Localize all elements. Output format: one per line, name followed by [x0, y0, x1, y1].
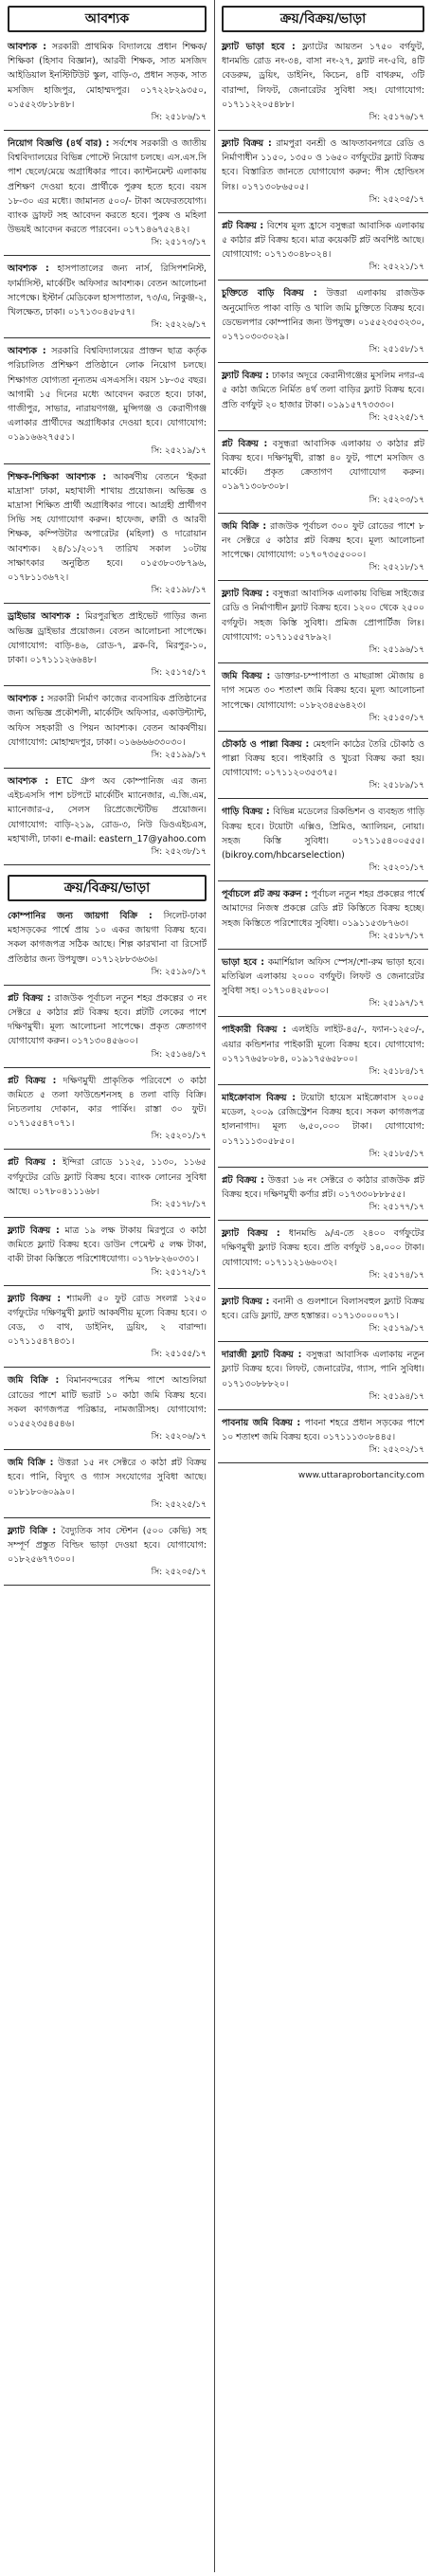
ad-reference: সি: ২৫২২৬/১৭ — [151, 320, 207, 331]
ad-body: রামপুরা বনশ্রী ও আফতাবনগরে রেডি ও নির্মাণাধীন ১১৫০, ১৩৫০ ও ১৬৫০ বর্গফুটের ফ্ল্যাট বিক্রয় হবে। বিস্তারিত জানতে যোগাযোগ করুন: পীস হোল্ডিংস লিঃ। ০১৭১৩০৮৬৫০৫। — [222, 138, 424, 192]
ad-heading: পূর্বাচলে প্লট ক্রয় করুন : — [222, 889, 309, 900]
ad-body: বিশেষ মূল্য হ্রাসে বসুন্ধরা আবাসিক এলাকায় ৫ কাঠার প্লট বিক্রয় হবে। মাত্র কয়েকটি প্লট অবশিষ্ট আছে। যোগাযোগ: ০১৭১৩০৪৮০২৪। — [222, 220, 425, 261]
classified-ad — [4, 1456, 210, 1518]
classified-ad — [4, 344, 210, 463]
classified-ad — [4, 1292, 210, 1369]
classified-ad — [218, 587, 428, 663]
ad-reference: সি: ২৫১৯০/১৭ — [151, 967, 207, 977]
ad-body: বিমানবন্দরের পশ্চিম পাশে আশুলিয়া রোডের পাশে মাটি ভরাট ১০ কাঠা জমি বিক্রয় হবে। সকল কাগজপত্র পরিষ্কার, নামজারীসহ। যোগাযোগ: ০১৫৫২৩৫৪৫৪৬। — [8, 1375, 207, 1430]
classified-ad — [218, 1091, 428, 1168]
ad-body: সরকারী নির্মাণ কাজের ব্যবসায়িক প্রতিষ্ঠানের জন্য অভিজ্ঞ প্রকৌশলী, মার্কেটিং অফিসার, একাউন্ট্যান্ট, অফিস সহকারী ও পিয়ন আবশ্যক। বেতন আকর্ষণীয়। যোগাযোগ: মোহাম্মদপুর, ঢাকা। ০১৬৬৬৬৩৩০৩০। — [8, 694, 207, 748]
classified-ad — [218, 1416, 428, 1463]
ad-reference: সি: ২৫২০৫/১৭ — [151, 1568, 207, 1578]
classified-ad — [218, 737, 428, 800]
classified-ad — [4, 262, 210, 338]
ad-body: দক্ষিণমুখী প্রাকৃতিক পরিবেশে ৩ কাঠা জমিতে ৫ তলা ফাউন্ডেশনসহ ৪ তলা বাড়ি বিক্রি। নিচতলায় দোকান, কার পার্কিং। রাস্তা ৩০ ফুট। ০১৭১৫৫৪৭০৭১। — [8, 1075, 207, 1130]
ad-heading: প্লট বিক্রয় : — [8, 992, 51, 1004]
ad-heading: শিক্ষক-শিক্ষিকা আবশ্যক : — [8, 471, 107, 482]
left-column — [4, 0, 210, 2572]
ads-list-buy-sell-rent-left — [4, 909, 210, 1587]
classified-ad — [4, 991, 210, 1068]
ad-body: হাসপাতালের জন্য নার্স, রিসিপশনিস্ট, ফার্মাসিস্ট, মার্কেটিং অফিসার আবশ্যক। বেতন আলোচনা সাপেক্ষে। ইস্টার্ন মেডিকেল হাসপাতাল, ৭৩/এ, নিকুঞ্জ-২, খিলক্ষেত, ঢাকা। ০১৭১৩০৪৫৮৫৭। — [8, 263, 207, 318]
ad-reference: সি: ২৫২০১/১৭ — [369, 863, 424, 874]
ad-reference: সি: ২৫১৭৯/১৭ — [369, 1324, 424, 1334]
ad-heading: ভাড়া হবে : — [222, 956, 264, 968]
section-header-buy-sell-rent: ক্রয়/বিক্রয়/ভাড়া — [8, 875, 207, 901]
classified-ad — [218, 1226, 428, 1289]
ad-reference: সি: ২৫১৯৮/১৭ — [151, 586, 207, 596]
ad-heading: দারাজী ফ্ল্যাট বিক্রয় : — [222, 1350, 302, 1361]
ad-reference: সি: ২৫২২৫/১৭ — [369, 412, 424, 423]
ad-reference: সি: ২৫২২৫/১৭ — [151, 1499, 207, 1510]
ad-heading: ফ্ল্যাট বিক্রয় : — [222, 371, 270, 382]
ad-heading: পাবনায় জমি বিক্রয় : — [222, 1417, 301, 1428]
ad-heading: প্লট বিক্রয় : — [8, 1075, 57, 1086]
ad-reference: সি: ২৫১৭৪/১৭ — [369, 1270, 424, 1280]
ad-body: বসুন্ধরা আবাসিক এলাকায় নতুন ফ্ল্যাট বিক্রয় হবে। লিফট, জেনারেটর, গ্যাস, পানি সুবিধা। ০১৭১৩০৮৮৮২০। — [222, 1350, 425, 1389]
ad-body: সরকারী প্রাথমিক বিদ্যালয়ে প্রধান শিক্ষক/শিক্ষিকা (হিসাব বিজ্ঞান), আরবী শিক্ষক, সাত মসজিদ আইডিয়াল ইনস্টিটিউট স্কুল, বাড়ি-৩, প্রধান সড়ক, সাত মসজিদ হাজিপুর, মোহাম্মদপুর। ০১৭২২৮২৯৩৫০, ০১৫৫২৩৮১৮৪৮। — [8, 42, 207, 110]
ad-body: কমার্শিয়াল অফিস স্পেস/শো-রুম ভাড়া হবে। মতিঝিল এলাকায় ২০০০ বর্গফুট। লিফট ও জেনারেটর সুবিধা সহ। ০১৭১০৪২৫৮০০। — [222, 956, 425, 997]
classified-ad — [4, 1155, 210, 1218]
ad-heading: নিয়োগ বিজ্ঞপ্তি (৪র্থ বার) : — [8, 138, 110, 150]
classified-ad — [218, 1023, 428, 1085]
classified-ad — [4, 692, 210, 769]
ad-body: ইন্দিরা রোডে ১১২৫, ১১৩০, ১১৬৫ বর্গফুটের রেডি ফ্ল্যাট বিক্রয় হবে। ব্যাংক লোনের সুবিধা আছে। ০১৭৮০৪১১১৬৮। — [8, 1157, 207, 1197]
ad-reference: সি: ২৫১৭৫/১৭ — [151, 668, 207, 679]
classified-ad — [4, 136, 210, 256]
ad-heading: আবশ্যক : — [8, 42, 46, 52]
classified-ad — [218, 437, 428, 514]
ad-body: বসুন্ধরা আবাসিক এলাকায় বিভিন্ন সাইজের রেডি ও নির্মাণাধীন ফ্ল্যাট বিক্রয় হবে। ১২০০ থেকে ২৫০০ বর্গফুট। সহজ কিস্তি সুবিধা। প্রমিজ প্রোপার্টিজ লিঃ। যোগাযোগ: ০১৭১১৫৫৭৮৯২। — [222, 589, 424, 643]
ad-body: উত্তরা ১৫ নং সেক্টরে ৩ কাঠা প্লট বিক্রয় হবে। পানি, বিদ্যুৎ ও গ্যাস সংযোগের সুবিধা আছে। ০১৮১৮০৬০৯৯০। — [8, 1458, 207, 1497]
ad-body: রাজউক পূর্বাচল নতুন শহর প্রকল্পের ৩ নং সেক্টরে ৫ কাঠার প্লট বিক্রয় হবে। প্লটটি লেকের পাশে দক্ষিণমুখী। মূল্য আলোচনা সাপেক্ষে। প্রকৃত ক্রেতাগণ যোগাযোগ করুন। ০১৭১৩০৪৫৬০০। — [8, 992, 207, 1047]
right-column — [218, 0, 428, 2572]
ad-body: বনানী ও গুলশানে বিলাসবহুল ফ্ল্যাট বিক্রয় হবে। রেডি ফ্ল্যাট, দ্রুত হস্তান্তর। ০১৭১৩০০০০৭১। — [222, 1296, 424, 1321]
classified-ad — [4, 1524, 210, 1587]
ad-heading: প্লট বিক্রয় : — [222, 438, 268, 449]
ad-body: এলইডি লাইট-৪৫/-, ফ্যান-১২৫০/-, এয়ার কন্ডিশনার পাইকারী মূল্যে বিক্রয় হবে। যোগাযোগ: ০১৭১৭৬৫৮০৮৪, ০১৯১৭৫৬৫৮০০। — [222, 1025, 425, 1064]
classified-ad — [4, 1373, 210, 1450]
classified-ad — [4, 1074, 210, 1151]
column-divider — [214, 0, 215, 2572]
ad-reference: সি: ২৫২২১/১৭ — [369, 263, 424, 273]
ad-body: মেহগনি কাঠের তৈরি চৌকাঠ ও পাল্লা বিক্রয় হবে। পাইকারি ও খুচরা বিক্রয় করা হয়। যোগাযোগ: ০১৭১১২০৩৫৩৭৫। — [222, 738, 424, 779]
classified-ad — [4, 609, 210, 686]
classified-ad — [218, 805, 428, 881]
ad-body: টয়োটা হায়েস মাইক্রোবাস ২০০৫ মডেল, ২০০৯ রেজিস্ট্রেশন বিক্রয় হবে। সকল কাগজপত্র হালনাগাদ। মূল্য ৬,৫০,০০০ টাকা। যোগাযোগ: ০১৭১১১৩০৫৮৫০। — [222, 1092, 425, 1147]
ad-body: সর্বশেষ সরকারী ও জাতীয় বিশ্ববিদ্যালয়ের বিভিন্ন পোস্টে নিয়োগ চলছে। এস.এস.সি পাশ ছেলে/মেয়ে অগ্রাধিকার পাবে। ক্যান্টনমেন্ট এলাকায় প্রশিক্ষণ দেওয়া হবে। প্রার্থীকে পুরুষ হতে হবে। বয়স ১৮-৩০ এর মধ্যে। জামানত ৫০০/- টাকা অফেরতযোগ্য। ব্যাংক ড্রাফট সহ আবেদন করতে হবে। পুরুষ ও মহিলা উভয়ই আবেদন করতে পারবেন। ০১৭১৪৬৭৫২৪২। — [8, 138, 207, 236]
ad-reference: সি: ২৫১৮৬/১৭ — [151, 113, 207, 123]
classified-ad — [218, 1348, 428, 1410]
ad-heading: মাইক্রোবাস বিক্রয় : — [222, 1092, 296, 1103]
ad-reference: সি: ২৫১৮৭/১৭ — [369, 931, 424, 941]
ad-reference: সি: ২৫১৭৭/১৭ — [369, 1203, 424, 1213]
ad-heading: আবশ্যক : — [8, 346, 46, 357]
ad-reference: সি: ২৫১৭৬/১৭ — [369, 113, 424, 123]
classified-ad — [218, 286, 428, 363]
ad-body: ফ্ল্যাটের আয়তন ১৭৫০ বর্গফুট, ধানমন্ডি রোড নং-৩৪, বাসা নং-২৭, ফ্ল্যাট নং-৫বি, ৪টি বেডরুম, ড্রয়িং, ডাইনিং, কিচেন, ৪টি বাথরুম, ৩টি বারান্দা, লিফট, জেনারেটর সুবিধা সহ। যোগাযোগ: ০১৭১১২২০৫৪৮৮। — [222, 42, 424, 110]
ad-body: আকর্ষণীয় বেতনে 'ইকরা মাদ্রাসা' ঢাকা, মহাখালী শাখায় প্রয়োজন। অভিজ্ঞ ও মাদ্রাসা শিক্ষিত প্রার্থী অগ্রাধিকার পাবে। আগ্রহী প্রার্থীগণ সিভি সহ যোগাযোগ করুন। হাফেজ, ক্বারী ও আরবী শিক্ষক, কম্পিউটার অপারেটর (মহিলা) ও দারোয়ান আবশ্যক। ২৪/১১/২০১৭ তারিখ সকাল ১০টায় সাক্ষাৎকার অনুষ্ঠিত হবে। ০১৫৩৮০৩৮৭৯৬, ০১৭৮১১৩৬৭২। — [8, 471, 207, 584]
ad-heading: জমি বিক্রি : — [8, 1375, 60, 1387]
ad-heading: প্লট বিক্রয় : — [222, 220, 264, 231]
ad-heading: আবশ্যক : — [8, 775, 49, 787]
ad-heading: ফ্ল্যাট বিক্রয় : — [222, 1228, 280, 1240]
classified-ad — [4, 774, 210, 865]
classified-ad — [4, 1224, 210, 1286]
classified-ad — [4, 909, 210, 986]
ad-reference: সি: ২৫১৯৪/১৭ — [369, 1391, 424, 1402]
ad-body: ঢাকার অদূরে কেরানীগঞ্জের মুসলিম নগর-এ ৫ কাঠা জমিতে নির্মিত ৪র্থ তলা বাড়ির ফ্ল্যাট বিক্রয় হবে। প্রতি বর্গফুট ২০ হাজার টাকা। ০১৯১৫৭৭৩৩৩০। — [222, 371, 425, 410]
ad-heading: ফ্ল্যাট বিক্রয় : — [222, 589, 270, 600]
ad-body: সিলেট-ঢাকা মহাসড়কের পার্শ্বে প্রায় ১০ একর জায়গা বিক্রয় হবে। সকল কাগজপত্র সঠিক আছে। শিল্প কারখানা বা রিসোর্ট প্রতিষ্ঠার জন্য উপযুক্ত। ০১৭১২৮৮৩৬৩৬। — [8, 910, 207, 965]
ad-body: ETC গ্রুপ অব কোম্পানিজ এর জন্য এইচএসসি পাশ চটপটে মার্কেটিং ম্যানেজার, এ.জি.এম, ম্যানেজার-৫, সেলস রিপ্রেজেন্টেটিভ প্রয়োজন। যোগাযোগ: বাড়ি-২১৯, রোড-৩, নিউ ডিওএইচএস, মহাখালী, ঢাকা। e-mail: eastern_17@yahoo.com — [8, 775, 207, 844]
ad-heading: আবশ্যক : — [8, 694, 45, 705]
ad-reference: সি: ২৫১৭২/১৭ — [151, 1267, 207, 1278]
ad-reference: সি: ২৫২০৩/১৭ — [369, 495, 424, 505]
ad-heading: প্লট বিক্রয় : — [222, 1174, 264, 1186]
classified-ad — [218, 40, 428, 131]
classified-ad — [218, 955, 428, 1018]
ad-reference: সি: ২৫১৬৪/১৭ — [151, 1049, 207, 1060]
ad-body: মাত্র ১৯ লক্ষ টাকায় মিরপুরে ৩ কাঠা জমিতে ফ্ল্যাট বিক্রয় হবে। ডাউন পেমেন্ট ৫ লক্ষ টাকা, বাকী টাকা কিস্তিতে পরিশোধযোগ্য। ০১৭৮৮২৬০৩৩১। — [8, 1225, 207, 1265]
ad-body: মিরপুরস্থিত প্রাইভেট গাড়ির জন্য অভিজ্ঞ ড্রাইভার প্রয়োজন। বেতন আলোচনা সাপেক্ষে। যোগাযোগ: বাড়ি-৪৬, রোড-৭, ব্লক-বি, মিরপুর-১০, ঢাকা। ০১৭১১১২৬৬৪৮। — [8, 611, 207, 665]
ad-heading: গাড়ি বিক্রয় : — [222, 807, 270, 818]
ad-body: সরকারি বিশ্ববিদ্যালয়ের প্রাক্তন ছাত্র কর্তৃক পরিচালিত প্রশিক্ষণ প্রতিষ্ঠানে লোক নিয়োগ চলছে। শিক্ষাগত যোগ্যতা নূন্যতম এসএসসি। বয়স ১৮-৩৫ বছর। আগামী ১৫ দিনের মধ্যে আবেদন করতে হবে। ঢাকা, গাজীপুর, সাভার, নারায়ণগঞ্জ, মুন্সিগঞ্জ ও কেরাণীগঞ্জ এলাকার প্রার্থীদের অগ্রাধিকার দেওয়া হবে। যোগাযোগ: ০১৯১৬৬২৭৫৫১। — [8, 346, 207, 444]
ad-heading: আবশ্যক : — [8, 263, 49, 275]
ad-heading: ফ্ল্যাট বিক্রয় : — [8, 1293, 62, 1304]
ad-reference: সি: ২৫১৮৪/১৭ — [369, 1066, 424, 1077]
ad-reference: সি: ২৫১৫০/১৭ — [369, 713, 424, 723]
ad-reference: সি: ২৫১৭৩/১৭ — [151, 238, 207, 248]
ad-body: বিভিন্ন মডেলের রিকন্ডিশন ও ব্যবহৃত গাড়ি বিক্রয় হবে। টয়োটা এক্সিও, প্রিমিও, অ্যালিয়ন, নোয়া। সহজ কিস্তি সুবিধা। ০১৭১১৫৪০০৫৫৫। (bikroy.com/hbcarselection) — [222, 807, 424, 861]
classified-ad — [218, 136, 428, 213]
ad-heading: জমি বিক্রি : — [8, 1458, 54, 1469]
ad-body: পাবনা শহরে প্রধান সড়কের পাশে ১০ শতাংশ জমি বিক্রয় হবে। ০১৭১১১৩০৮৪৪৫। — [222, 1417, 424, 1442]
ad-heading: ড্রাইভার আবশ্যক : — [8, 611, 81, 623]
ad-heading: জমি বিক্রয় : — [222, 671, 271, 682]
ad-reference: সি: ২৫১৯৯/১৭ — [151, 750, 207, 760]
classified-ad — [218, 887, 428, 950]
ad-reference: সি: ২৫২০৫/১৭ — [369, 194, 424, 205]
section-header-wanted: আবশ্যক — [8, 6, 207, 32]
ad-heading: প্লট বিক্রয় : — [8, 1157, 56, 1169]
ad-heading: চৌকাঠ ও পাল্লা বিক্রয় : — [222, 738, 310, 750]
classified-ad — [4, 470, 210, 605]
ad-reference: সি: ২৫২৩৮/১৭ — [151, 846, 207, 857]
ad-heading: কোম্পানির জন্য জায়গা বিক্রি : — [8, 910, 153, 921]
ad-heading: ফ্ল্যাট বিক্রয় : — [8, 1225, 60, 1236]
ad-reference: সি: ২৫২০৬/১৭ — [151, 1432, 207, 1442]
ad-reference: সি: ২৫২১৯/১৭ — [151, 445, 207, 456]
ad-reference: সি: ২৫২০২/১৭ — [369, 1445, 424, 1456]
classified-ad — [218, 369, 428, 431]
ad-body: বসুন্ধরা আবাসিক এলাকায় ৩ কাঠার প্লট বিক্রয় হবে। দক্ষিণমুখী, রাস্তা ৪০ ফুট, পাশে মসজিদ ও মার্কেট। প্রকৃত ক্রেতাগণ যোগাযোগ করুন। ০১৯৭১৩০৮৩০৮। — [222, 438, 425, 493]
ads-list-wanted — [4, 40, 210, 865]
ad-heading: পাইকারী বিক্রয় : — [222, 1025, 287, 1036]
ad-reference: সি: ২৫১৯৬/১৭ — [369, 645, 424, 656]
classified-ad — [218, 669, 428, 732]
ad-body: উত্তরা এলাকায় রাজউক অনুমোদিত পাকা বাড়ি ও খালি জমি চুক্তিতে বিক্রয় হবে। ডেভেলপার কোম্পানির জন্য উপযুক্ত। ০১৫৫২৩৫৩২৩০, ০১৭১০৩০৩০২৯। — [222, 288, 424, 343]
classified-ad — [218, 1173, 428, 1221]
ad-body: উত্তরা ১৬ নং সেক্টরে ৩ কাঠার রাজউক প্লট বিক্রয় হবে। দক্ষিণমুখী কর্ণার প্লট। ০১৭৩৩০৮৮৮৫৫। — [222, 1174, 424, 1200]
ad-reference: সি: ২৫১৯৭/১৭ — [369, 999, 424, 1009]
ad-body: পূর্বাচল নতুন শহর প্রকল্পের পার্শ্বে আমাদের নিজস্ব প্রকল্পে রেডি প্লট কিস্তিতে বিক্রয় হচ্ছে। সহজ কিস্তিতে পরিশোধের সুবিধা। ০১৯১১৫৩৮৭৬৩। — [222, 889, 425, 929]
ad-heading: ফ্ল্যাট বিক্রয় : — [222, 1296, 270, 1307]
ad-body: শ্যামলী ৫০ ফুট রোড সংলগ্ন ১২৫০ বর্গফুটের দক্ষিণমুখী ফ্ল্যাট আকর্ষণীয় মূল্যে বিক্রয় হবে। ৩ বেড, ৩ বাথ, ডাইনিং, ড্রয়িং, ২ বারান্দা। ০১৭১১৫৪৭৪৩১। — [8, 1293, 207, 1348]
ad-body: বৈদ্যুতিক সাব স্টেশন (৫০০ কেভি) সহ সম্পূর্ণ প্রস্তুত বিল্ডিং ভাড়া দেওয়া হবে। যোগাযোগ: ০১৮২৫৬৭৭৩০০। — [8, 1525, 207, 1566]
classified-ad — [218, 219, 428, 281]
ad-reference: সি: ২৫১৭৮/১৭ — [151, 1199, 207, 1209]
ad-reference: সি: ২৫২০১/১৭ — [151, 1132, 207, 1142]
ad-reference: সি: ২৫২১৮/১৭ — [369, 563, 424, 573]
ad-body: রাজউক পূর্বাচল ৩০০ ফুট রোডের পাশে ৮ নং সেক্টরে ৫ কাঠার প্লট বিক্রয় হবে। মূল্য আলোচনা সাপেক্ষে। যোগাযোগ: ০১৭০৭৩৫৫০০০। — [222, 520, 424, 561]
ad-heading: চুক্তিতে বাড়ি বিক্রয় : — [222, 288, 317, 299]
ad-reference: সি: ২৫১৮৯/১৭ — [369, 781, 424, 791]
ad-body: ডাক্তার-চম্পাপাতা ও মাছরাঙ্গা মৌজায় ৪ দাগ সমেত ৩০ শতাংশ জমি বিক্রয় হবে। মূল্য আলোচনা সাপেক্ষে। যোগাযোগ: ০১৮২৩৪৫৬৪২৩। — [222, 671, 424, 711]
ads-list-buy-sell-rent-right — [218, 40, 428, 1463]
classified-ad — [218, 519, 428, 582]
ad-reference: সি: ২৫১৫৫/১৭ — [151, 1350, 207, 1360]
ad-heading: ফ্ল্যাট বিক্রি : — [8, 1525, 57, 1536]
ad-heading: ফ্ল্যাট বিক্রয় : — [222, 138, 272, 150]
section-header-buy-sell-rent-right: ক্রয়/বিক্রয়/ভাড়া — [222, 6, 424, 32]
ad-reference: সি: ২৫১৮৫/১৭ — [369, 1149, 424, 1159]
website-url[interactable]: www.uttaraprobortancity.com — [297, 1471, 424, 1481]
ad-body: ধানমন্ডি ৯/এ-তে ২৪০০ বর্গফুটের দক্ষিণমুখী ফ্ল্যাট বিক্রয় হবে। প্রতি বর্গফুট ১৪,০০০ টাকা। যোগাযোগ: ০১৭১১২১৬৬০৩২। — [222, 1228, 425, 1268]
ad-reference: সি: ২৫১৫৮/১৭ — [369, 345, 424, 355]
ad-heading: ফ্ল্যাট ভাড়া হবে : — [222, 42, 296, 52]
ad-heading: জমি বিক্রি : — [222, 520, 267, 532]
classified-ad — [4, 40, 210, 131]
classified-ad — [218, 1295, 428, 1342]
